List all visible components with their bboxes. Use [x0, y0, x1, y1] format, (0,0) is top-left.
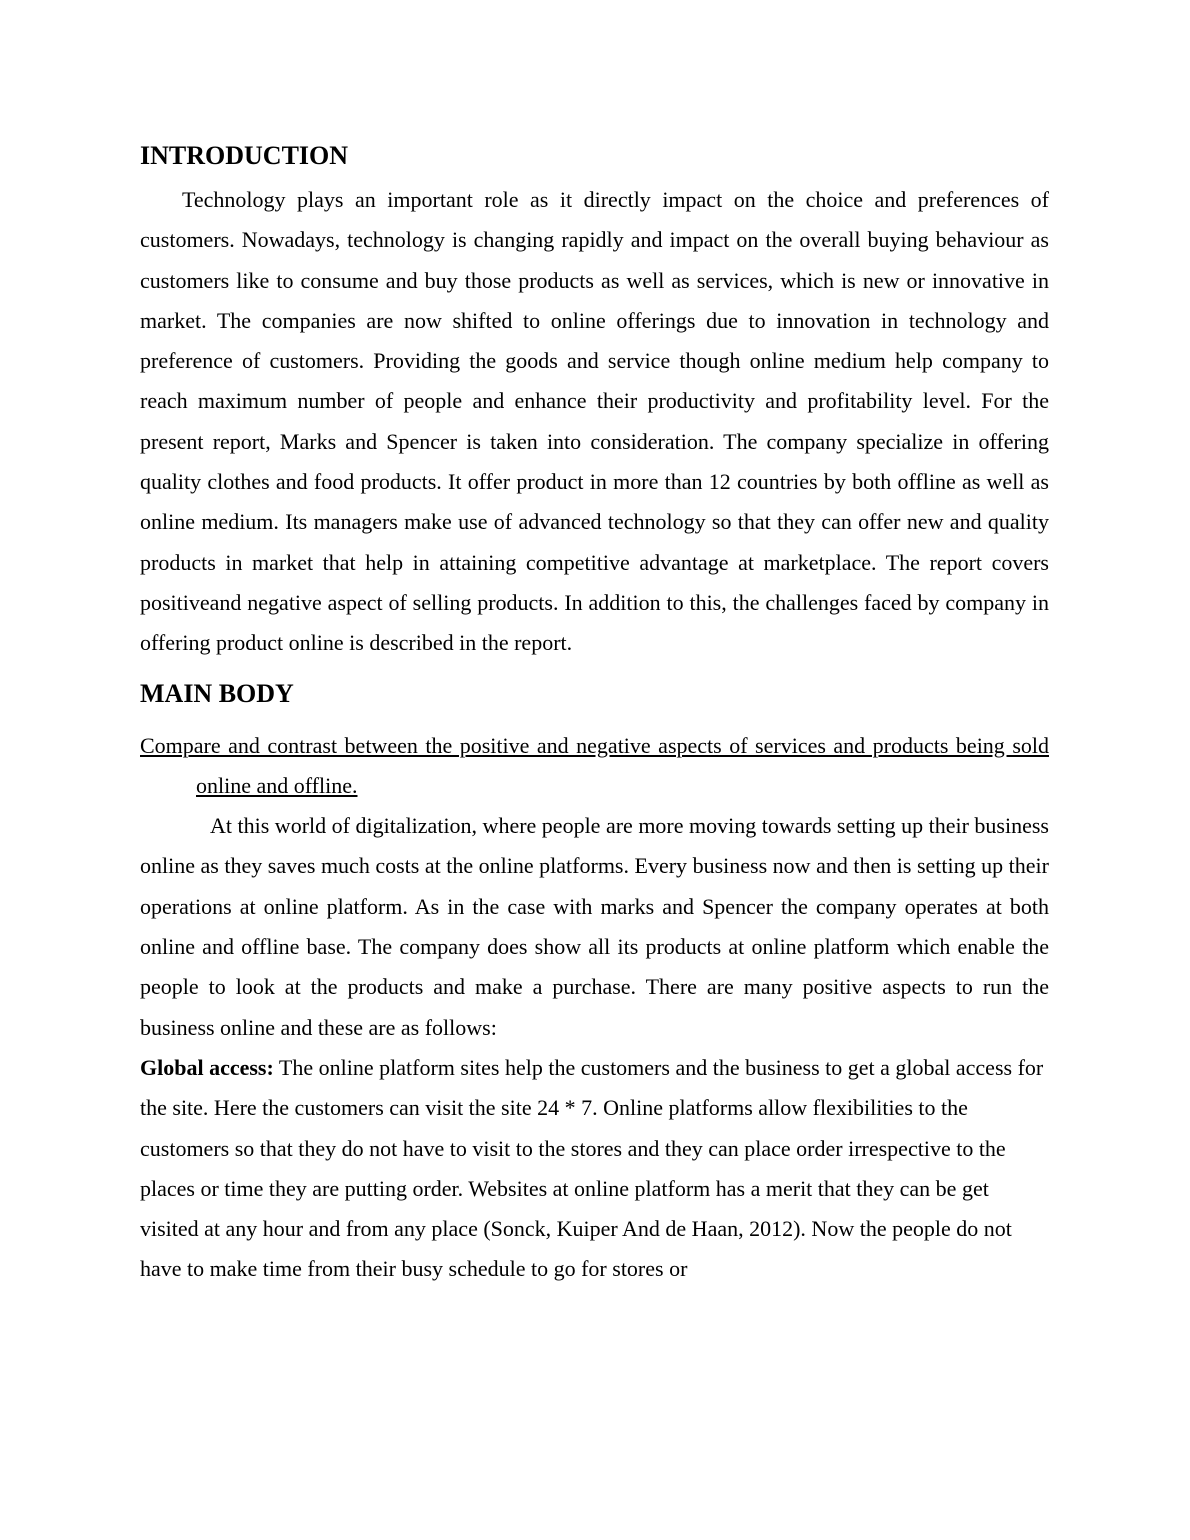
- document-page: [140, 138, 1049, 1290]
- main-body-heading: MAIN BODY: [140, 678, 294, 708]
- main-body-paragraph: At this world of digitalization, where people are more moving towards setting up their business online as they saves much costs at the online platforms. Every business now and then is setting up their operations at online platform. As in the case with marks and Spencer the company operates at both online and offline base. The company does show all its products at online platform which enable the people to look at the products and make a purchase. There are many positive aspects to run the business online and these are as follows:: [140, 813, 1049, 1040]
- section-subheading: Compare and contrast between the positive and negative aspects of services and products being sold online and offline.: [140, 732, 1049, 798]
- global-access-paragraph: [140, 1048, 1049, 1290]
- global-access-text: The online platform sites help the customers and the business to get a global access for the site. Here the customers can visit the site 24 * 7. Online platforms allow flexibilities to the customers so that they do not have to visit to the stores and they can place order irrespective to the places or time they are putting order. Websites at online platform has a merit that they can be get visited at any hour and from any place (Sonck, Kuiper And de Haan, 2012). Now the people do not have to make time from their busy schedule to go for stores or: [140, 1054, 1044, 1282]
- introduction-heading: INTRODUCTION: [140, 141, 349, 170]
- global-access-label: Global access:: [140, 1054, 274, 1080]
- introduction-paragraph: Technology plays an important role as it directly impact on the choice and preferences of customers. Nowadays, technology is changing rapidly and impact on the overall buying behaviour as customers like to consume and buy those products as well as services, which is new or innovative in market. The companies are now shifted to online offerings due to innovation in technology and preference of customers. Providing the goods and service though online medium help company to reach maximum number of people and enhance their productivity and profitability level. For the present report, Marks and Spencer is taken into consideration. The company specialize in offering quality clothes and food products. It offer product in more than 12 countries by both offline as well as online medium. Its managers make use of advanced technology so that they can offer new and quality products in market that help in attaining competitive advantage at marketplace. The report covers positiveand negative aspect of selling products. In addition to this, the challenges faced by company in offering product online is described in the report.: [140, 187, 1049, 656]
